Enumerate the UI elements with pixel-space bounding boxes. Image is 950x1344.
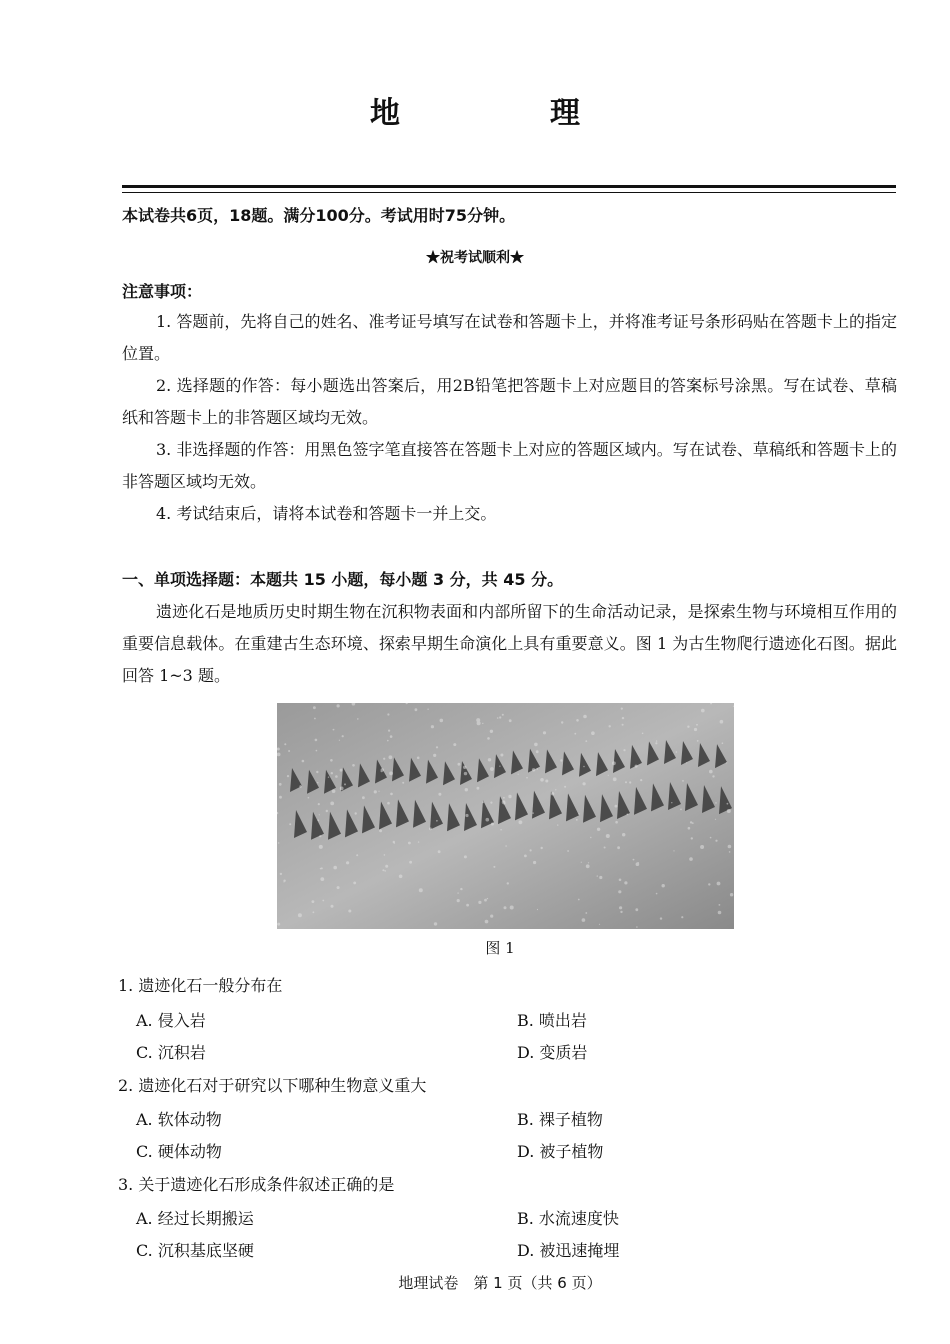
- rock-grain: [314, 718, 316, 720]
- rock-grain: [302, 760, 305, 763]
- rock-grain: [635, 908, 638, 911]
- rock-grain: [578, 813, 579, 814]
- rock-grain: [357, 718, 359, 720]
- rock-grain: [722, 742, 724, 744]
- rock-grain: [453, 743, 456, 746]
- rock-grain: [719, 904, 721, 906]
- rock-grain: [624, 881, 627, 884]
- rock-grain: [583, 782, 586, 785]
- rock-grain: [415, 708, 418, 711]
- rock-grain: [591, 731, 595, 735]
- rock-grain: [727, 803, 729, 805]
- rock-grain: [384, 870, 386, 872]
- note-item: 1. 答题前，先将自己的姓名、准考证号填写在试卷和答题卡上，并将准考证号条形码贴在答题卡上的指定位置。: [122, 312, 897, 363]
- rock-grain: [551, 792, 554, 795]
- rock-grain: [478, 901, 481, 904]
- rock-grain: [622, 833, 625, 836]
- rock-grain: [518, 774, 519, 775]
- rock-grain: [509, 719, 512, 722]
- rock-grain: [617, 846, 620, 849]
- rock-grain: [381, 770, 383, 772]
- rock-grain: [427, 709, 428, 710]
- rock-grain: [622, 724, 624, 726]
- rock-grain: [574, 733, 576, 735]
- rock-grain: [500, 754, 503, 757]
- rock-grain: [460, 888, 462, 890]
- rock-grain: [399, 875, 403, 879]
- notes-list: [122, 306, 897, 530]
- rock-grain: [330, 802, 334, 806]
- rock-grain: [615, 805, 618, 808]
- rock-grain: [348, 910, 351, 913]
- rock-grain: [337, 704, 340, 707]
- rock-grain: [612, 761, 616, 765]
- rock-grain: [642, 733, 644, 735]
- rock-grain: [720, 720, 724, 724]
- rock-grain: [390, 793, 393, 796]
- rock-grain: [715, 802, 717, 804]
- rock-grain: [331, 772, 333, 774]
- rock-grain: [278, 842, 279, 843]
- rock-grain: [585, 740, 587, 742]
- rock-grain: [457, 892, 458, 893]
- rock-grain: [429, 827, 432, 830]
- option-3a: A. 经过长期搬运: [136, 1209, 254, 1228]
- rock-grain: [487, 737, 490, 740]
- rock-grain: [331, 905, 334, 908]
- rock-grain: [388, 730, 390, 732]
- rock-grain: [317, 782, 318, 783]
- rock-grain: [434, 922, 437, 925]
- trace-fossil-image: [277, 703, 734, 929]
- rock-grain: [627, 814, 629, 816]
- rock-grain: [499, 716, 501, 718]
- rock-grain: [438, 850, 441, 853]
- rock-grain: [619, 879, 622, 882]
- rock-grain: [490, 802, 492, 804]
- rock-grain: [597, 875, 598, 876]
- option-2b: B. 裸子植物: [517, 1110, 603, 1129]
- rock-grain: [636, 926, 638, 928]
- header-rule-thin: [122, 192, 896, 193]
- rock-grain: [339, 740, 340, 741]
- rock-grain: [353, 882, 356, 885]
- rock-grain: [490, 730, 493, 733]
- rock-grain: [656, 740, 657, 741]
- rock-grain: [394, 842, 396, 844]
- rock-grain: [477, 787, 480, 790]
- rock-grain: [541, 847, 543, 849]
- rock-grain: [283, 881, 284, 882]
- rock-grain: [466, 904, 469, 907]
- rock-grain: [284, 743, 286, 745]
- rock-grain: [687, 726, 689, 728]
- rock-grain: [465, 814, 468, 817]
- rock-grain: [319, 814, 320, 815]
- trace-fossil-photo: [277, 703, 734, 929]
- rock-grain: [335, 775, 338, 778]
- rock-grain: [609, 725, 611, 727]
- rock-grain: [730, 893, 733, 896]
- rock-grain: [537, 909, 538, 910]
- rock-grain: [692, 822, 694, 824]
- rock-grain: [340, 787, 344, 791]
- rock-grain: [656, 893, 658, 895]
- rock-grain: [344, 783, 346, 785]
- rock-grain: [279, 783, 282, 786]
- rock-grain: [673, 850, 674, 851]
- rock-grain: [419, 888, 423, 892]
- rock-grain: [340, 769, 343, 772]
- rock-grain: [356, 854, 358, 856]
- rock-grain: [387, 713, 389, 715]
- rock-grain: [629, 781, 631, 783]
- note-item: 3. 非选择题的作答：用黑色签字笔直接答在答题卡上对应的答题区域内。写在试卷、草稿纸和答题卡上的非答题区域均无效。: [122, 440, 897, 491]
- rock-grain: [490, 915, 493, 918]
- rock-grain: [540, 778, 544, 782]
- rock-grain: [586, 864, 590, 868]
- question-3: 3. 关于遗迹化石形成条件叙述正确的是: [118, 1175, 395, 1194]
- rock-grain: [318, 803, 320, 805]
- rock-grain: [389, 755, 393, 759]
- rock-grain: [655, 742, 657, 744]
- rock-grain: [279, 796, 282, 799]
- rock-grain: [389, 772, 393, 776]
- rock-grain: [379, 829, 382, 832]
- rock-grain: [337, 886, 340, 889]
- rock-grain: [508, 795, 511, 798]
- rock-grain: [315, 739, 318, 742]
- note-item: 2. 选择题的作答：每小题选出答案后，用2B铅笔把答题卡上对应题目的答案标号涂黑。写在试卷、草稿纸和答题卡上的非答题区域均无效。: [122, 376, 897, 427]
- rock-grain: [615, 821, 618, 824]
- rock-grain: [671, 802, 672, 803]
- rock-grain: [561, 721, 563, 723]
- rock-grain: [524, 855, 527, 858]
- rock-grain: [715, 840, 717, 842]
- rock-grain: [402, 782, 404, 784]
- rock-grain: [417, 757, 420, 760]
- rock-grain: [330, 759, 333, 762]
- rock-grain: [689, 857, 693, 861]
- option-2c: C. 硬体动物: [136, 1142, 222, 1161]
- rock-grain: [333, 729, 335, 731]
- rock-grain: [710, 837, 712, 839]
- rock-grain: [384, 854, 386, 856]
- rock-grain: [530, 849, 532, 851]
- rock-grain: [319, 845, 323, 849]
- rock-grain: [503, 802, 506, 805]
- rock-grain: [727, 809, 731, 813]
- rock-grain: [606, 834, 610, 838]
- rock-grain: [322, 900, 324, 902]
- rock-grain: [613, 777, 617, 781]
- header-rule-thick: [122, 185, 896, 188]
- rock-grain: [662, 884, 665, 887]
- rock-grain: [686, 762, 687, 763]
- passage-intro: 遗迹化石是地质历史时期生物在沉积物表面和内部所留下的生命活动记录，是探索生物与环境相互作用的重要信息载体。在重建古生态环境、探索早期生命演化上具有重要意义。图 1 为古生物爬行遗迹化石图。据此回答 1~3 题。: [122, 602, 897, 685]
- rock-grain: [700, 845, 704, 849]
- rock-grain: [582, 918, 586, 922]
- rock-grain: [622, 717, 624, 719]
- rock-grain: [583, 766, 585, 768]
- rock-grain: [604, 847, 606, 849]
- rock-grain: [718, 911, 722, 915]
- option-1c: C. 沉积岩: [136, 1043, 206, 1062]
- rock-grain: [463, 766, 466, 769]
- rock-grain: [625, 781, 627, 783]
- rock-grain: [486, 818, 490, 822]
- rock-grain: [709, 770, 713, 774]
- rock-grain: [342, 735, 344, 737]
- rock-grain: [682, 780, 684, 782]
- rock-grain: [289, 823, 291, 825]
- rock-grain: [590, 837, 591, 838]
- option-3b: B. 水流速度快: [517, 1209, 619, 1228]
- rock-grain: [440, 719, 444, 723]
- rock-grain: [497, 717, 499, 719]
- rock-grain: [504, 906, 507, 909]
- rock-grain: [545, 780, 548, 783]
- rock-grain: [588, 862, 589, 863]
- rock-grain: [532, 812, 534, 814]
- rock-grain: [493, 866, 495, 868]
- option-3c: C. 沉积基底坚硬: [136, 1241, 254, 1260]
- rock-grain: [383, 758, 385, 760]
- rock-grain: [280, 873, 282, 875]
- rock-grain: [696, 724, 698, 726]
- rock-grain: [599, 924, 600, 925]
- rock-grain: [712, 775, 714, 777]
- rock-grain: [502, 714, 504, 716]
- rock-grain: [564, 786, 566, 788]
- rock-grain: [701, 709, 705, 713]
- rock-grain: [299, 785, 302, 788]
- rock-grain: [482, 723, 483, 724]
- rock-grain: [308, 797, 310, 799]
- page-title: 地 理: [370, 96, 640, 131]
- rock-grain: [298, 913, 302, 917]
- rock-grain: [332, 789, 336, 793]
- rock-grain: [409, 861, 412, 864]
- rock-grain: [362, 796, 365, 799]
- question-1: 1. 遗迹化石一般分布在: [118, 976, 283, 995]
- rock-grain: [576, 719, 579, 722]
- rock-grain: [313, 706, 316, 709]
- section-heading: 一、单项选择题：本题共 15 小题，每小题 3 分，共 45 分。: [122, 570, 564, 589]
- rock-grain: [346, 861, 349, 864]
- rock-grain: [488, 758, 491, 761]
- rock-grain: [526, 777, 528, 779]
- rock-grain: [507, 882, 509, 884]
- rock-grain: [328, 777, 329, 778]
- rock-grain: [636, 862, 640, 866]
- rock-grain: [499, 766, 500, 767]
- option-1b: B. 喷出岩: [517, 1011, 587, 1030]
- rock-grain: [510, 906, 514, 910]
- rock-grain: [680, 809, 682, 811]
- rock-grain: [618, 890, 621, 893]
- rock-grain: [715, 819, 716, 820]
- rock-grain: [597, 828, 600, 831]
- rock-grain: [581, 862, 582, 863]
- rock-grain: [431, 725, 434, 728]
- rock-grain: [387, 740, 389, 742]
- rock-grain: [619, 906, 622, 909]
- rock-grain: [464, 855, 467, 858]
- rock-grain: [676, 751, 678, 753]
- notes-heading: 注意事项：: [122, 282, 203, 301]
- rock-grain: [287, 775, 289, 777]
- rock-grain: [543, 731, 546, 734]
- rock-grain: [333, 866, 337, 870]
- option-2d: D. 被子植物: [517, 1142, 604, 1161]
- note-item: 4. 考试结束后，请将本试卷和答题卡一并上交。: [156, 504, 497, 523]
- rock-grain: [694, 728, 697, 731]
- rock-grain: [438, 793, 441, 796]
- rock-grain: [385, 865, 388, 868]
- rock-grain: [640, 779, 642, 781]
- rock-grain: [485, 920, 489, 924]
- rock-grain: [534, 743, 538, 747]
- rock-grain: [519, 820, 523, 824]
- rock-grain: [708, 883, 710, 885]
- rock-grain: [317, 820, 319, 822]
- rock-grain: [532, 768, 535, 771]
- rock-grain: [436, 820, 438, 822]
- rock-grain: [390, 735, 393, 738]
- rock-grain: [583, 715, 587, 719]
- good-luck-banner: ★祝考试顺利★: [426, 250, 524, 266]
- rock-grain: [635, 765, 638, 768]
- rock-grain: [560, 759, 562, 761]
- rock-grain: [312, 900, 315, 903]
- rock-grain: [352, 764, 355, 767]
- rock-grain: [436, 746, 438, 748]
- rock-grain: [321, 867, 323, 869]
- rock-grain: [277, 923, 280, 926]
- rock-grain: [387, 802, 390, 805]
- page-footer: 地理试卷 第 1 页（共 6 页）: [398, 1274, 602, 1292]
- rock-grain: [537, 768, 539, 770]
- figure-caption: 图 1: [485, 939, 515, 957]
- exam-info: 本试卷共6页，18题。满分100分。考试用时75分钟。: [122, 206, 516, 225]
- rock-grain: [576, 819, 578, 821]
- rock-grain: [482, 801, 484, 803]
- rock-grain: [505, 845, 507, 847]
- rock-grain: [717, 882, 721, 886]
- rock-grain: [620, 911, 622, 913]
- rock-grain: [726, 762, 727, 763]
- rock-grain: [633, 859, 635, 861]
- rock-grain: [729, 851, 731, 853]
- rock-grain: [465, 788, 468, 791]
- rock-grain: [316, 771, 318, 773]
- rock-grain: [433, 754, 436, 757]
- rock-grain: [313, 911, 315, 913]
- rock-grain: [697, 740, 699, 742]
- rock-grain: [355, 812, 357, 814]
- rock-grain: [319, 835, 321, 837]
- option-2a: A. 软体动物: [136, 1110, 222, 1129]
- rock-grain: [326, 810, 328, 812]
- rock-grain: [476, 718, 480, 722]
- rock-grain: [691, 837, 693, 839]
- rock-grain: [491, 823, 494, 826]
- rock-grain: [621, 708, 623, 710]
- rock-grain: [608, 775, 609, 776]
- rock-grain: [688, 827, 691, 830]
- rock-grain: [464, 772, 467, 775]
- rock-grain: [585, 912, 587, 914]
- rock-grain: [374, 790, 377, 793]
- rock-grain: [490, 767, 494, 771]
- rock-grain: [458, 763, 461, 766]
- option-1d: D. 变质岩: [517, 1043, 588, 1062]
- rock-grain: [316, 750, 318, 752]
- rock-grain: [578, 899, 580, 901]
- rock-grain: [408, 842, 411, 845]
- rock-grain: [457, 899, 460, 902]
- option-3d: D. 被迅速掩埋: [517, 1241, 620, 1260]
- option-1a: A. 侵入岩: [136, 1011, 206, 1030]
- rock-grain: [382, 869, 384, 871]
- rock-grain: [487, 898, 488, 899]
- rock-grain: [536, 750, 539, 753]
- rock-grain: [681, 916, 683, 918]
- question-2: 2. 遗迹化石对于研究以下哪种生物意义重大: [118, 1076, 427, 1095]
- rock-grain: [484, 899, 487, 902]
- rock-grain: [728, 845, 732, 849]
- rock-grain: [557, 824, 558, 825]
- rock-grain: [503, 797, 505, 799]
- rock-grain: [555, 789, 556, 790]
- rock-grain: [378, 791, 379, 792]
- rock-grain: [660, 917, 662, 919]
- rock-grain: [599, 876, 602, 879]
- rock-grain: [533, 861, 536, 864]
- rock-grain: [288, 750, 290, 752]
- rock-grain: [500, 829, 502, 831]
- rock-grain: [567, 850, 569, 852]
- rock-grain: [418, 841, 419, 842]
- rock-grain: [623, 749, 625, 751]
- rock-grain: [733, 706, 734, 707]
- rock-grain: [320, 877, 324, 881]
